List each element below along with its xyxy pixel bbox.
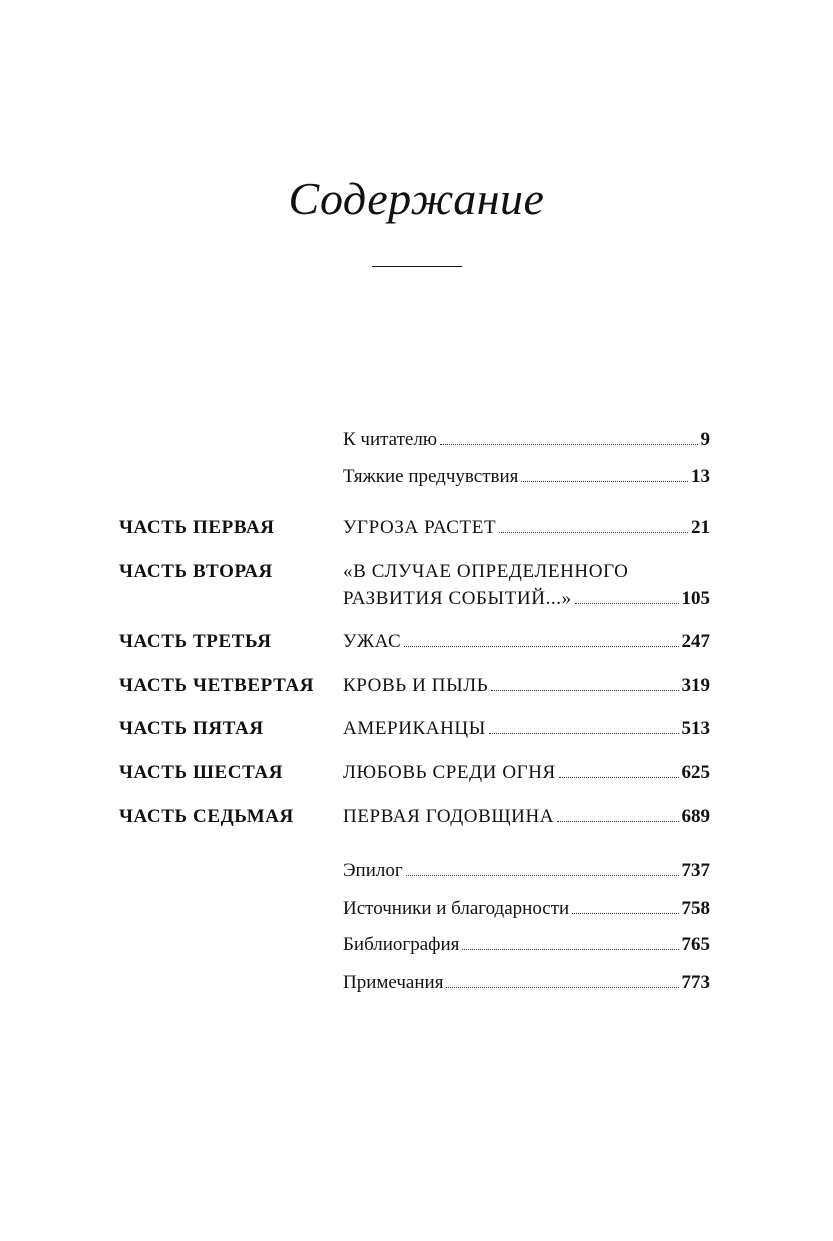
dot-leader [572,913,678,914]
toc-entry-label: Источники и благодарности [343,898,570,919]
toc-page-number: 758 [681,898,710,919]
toc-page-number: 247 [681,631,710,652]
toc-page-number: 773 [681,972,710,993]
part-title: ПЕРВАЯ ГОДОВЩИНА [343,806,555,827]
toc-page-number: 737 [681,860,710,881]
dot-leader [491,690,678,691]
title-divider [372,266,462,267]
toc-entry-label: Библиография [343,934,460,955]
dot-leader [404,646,678,647]
part-title: УЖАС [343,631,402,652]
toc-page-number: 513 [681,718,710,739]
dot-leader [499,532,688,533]
part-title: АМЕРИКАНЦЫ [343,718,486,739]
part-title: РАЗВИТИЯ СОБЫТИЙ...» [343,588,572,609]
part-title-line1: «В СЛУЧАЕ ОПРЕДЕЛЕННОГО [343,561,629,582]
toc-page-number: 689 [681,806,710,827]
part-label: ЧАСТЬ ШЕСТАЯ [119,762,284,783]
part-label: ЧАСТЬ ПЕРВАЯ [119,517,275,538]
toc-page-number: 21 [691,517,710,538]
part-title: УГРОЗА РАСТЕТ [343,517,497,538]
toc-entry-label: К читателю [343,429,438,450]
part-label: ЧАСТЬ ЧЕТВЕРТАЯ [119,675,315,696]
dot-leader [446,987,678,988]
dot-leader [521,481,688,482]
toc-page-number: 9 [700,429,710,450]
toc-entry-label: Эпилог [343,860,403,881]
dot-leader [406,875,679,876]
toc-page-number: 765 [681,934,710,955]
part-label: ЧАСТЬ ПЯТАЯ [119,718,264,739]
toc-page-number: 319 [681,675,710,696]
part-title: КРОВЬ И ПЫЛЬ [343,675,489,696]
dot-leader [440,444,697,445]
part-label: ЧАСТЬ СЕДЬМАЯ [119,806,294,827]
part-title: ЛЮБОВЬ СРЕДИ ОГНЯ [343,762,556,783]
toc-entry-label: Примечания [343,972,444,993]
toc-page-number: 105 [681,588,710,609]
toc-entry-label: Тяжкие предчувствия [343,466,519,487]
toc-page-number: 13 [691,466,710,487]
dot-leader [489,733,679,734]
part-label: ЧАСТЬ ТРЕТЬЯ [119,631,272,652]
dot-leader [462,949,678,950]
dot-leader [557,821,678,822]
toc-page-number: 625 [681,762,710,783]
part-label: ЧАСТЬ ВТОРАЯ [119,561,273,582]
dot-leader [559,777,679,778]
page-title: Содержание [288,173,545,224]
dot-leader [575,603,679,604]
